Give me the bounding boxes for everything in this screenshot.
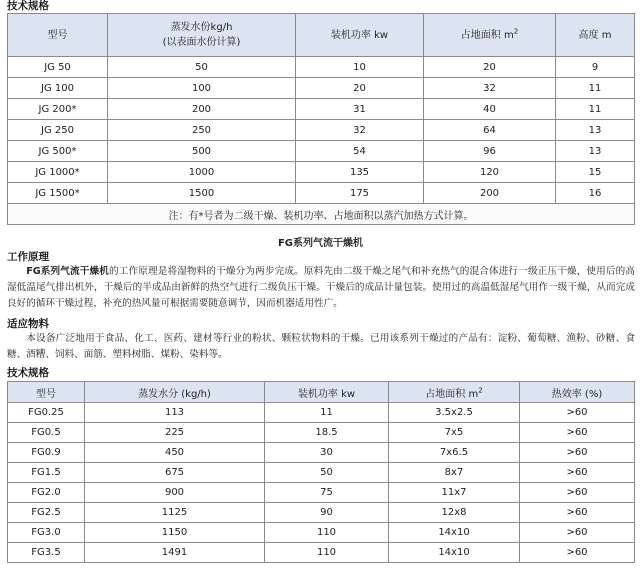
principle-text: 的工作原理是将湿物料的干燥分为两步完成。原料先由二级干燥之尾气和补充热气的混合体进行一级正压干燥，使用后的高湿低温尾气排出机外，干燥后的半成品由新鲜的热空气进行二级负压干燥。干燥后的成品计量包装。使用过的高温低湿尾气用作一级干燥，从而完成良好的循环干燥过程，补充的热风量可根据需要随意调节，因而机器适用性广。 <box>7 266 636 309</box>
cell-height: 15 <box>556 162 635 183</box>
table-row <box>8 463 635 483</box>
cell-model: JG 500* <box>8 141 108 162</box>
principle-paragraph <box>0 264 641 311</box>
cell-area: 64 <box>424 120 556 141</box>
cell-model: JG 100 <box>8 78 108 99</box>
cell-evaporation: 1000 <box>108 162 296 183</box>
cell-model: JG 50 <box>8 57 108 78</box>
cell-model: FG1.5 <box>8 463 85 483</box>
cell-area: 40 <box>424 99 556 120</box>
table-row <box>8 543 635 563</box>
cell-efficiency: >60 <box>520 463 635 483</box>
cell-power: 31 <box>296 99 424 120</box>
table-row <box>8 78 635 99</box>
cell-area: 7x6.5 <box>389 443 520 463</box>
cell-efficiency: >60 <box>520 503 635 523</box>
cell-evaporation: 200 <box>108 99 296 120</box>
cell-area: 14x10 <box>389 543 520 563</box>
cell-area: 96 <box>424 141 556 162</box>
cell-evaporation: 50 <box>108 57 296 78</box>
table-header-row <box>8 14 635 57</box>
cell-model: FG2.5 <box>8 503 85 523</box>
table-row <box>8 183 635 204</box>
cell-efficiency: >60 <box>520 523 635 543</box>
cell-height: 11 <box>556 99 635 120</box>
cell-power: 10 <box>296 57 424 78</box>
cell-evaporation: 1491 <box>85 543 265 563</box>
cell-area: 120 <box>424 162 556 183</box>
col-header-power: 装机功率 kw <box>265 382 389 403</box>
table-note-row <box>8 204 635 225</box>
section2-heading: 技术规格 <box>7 367 49 379</box>
cell-evaporation: 225 <box>85 423 265 443</box>
cell-model: FG2.0 <box>8 483 85 503</box>
table-row <box>8 523 635 543</box>
cell-power: 32 <box>296 120 424 141</box>
cell-height: 13 <box>556 120 635 141</box>
cell-power: 20 <box>296 78 424 99</box>
cell-model: FG0.25 <box>8 403 85 423</box>
cell-area: 8x7 <box>389 463 520 483</box>
cell-efficiency: >60 <box>520 443 635 463</box>
cell-power: 175 <box>296 183 424 204</box>
cell-model: JG 1500* <box>8 183 108 204</box>
cell-area: 11x7 <box>389 483 520 503</box>
cell-height: 16 <box>556 183 635 204</box>
table-row <box>8 99 635 120</box>
cell-area: 32 <box>424 78 556 99</box>
table-row <box>8 141 635 162</box>
materials-paragraph: 本设备广泛地用于食品、化工、医药、建材等行业的粉状、颗粒状物料的干燥。已用该系列干燥过的产品有：淀粉、葡萄糖、渔粉、砂糖、食糖、酒糟、饲料、面筋、塑料树脂、煤粉、染料等。 <box>7 333 635 360</box>
col-header-evaporation: 蒸发水份kg/h (以表面水份计算) <box>108 14 296 57</box>
table-row <box>8 120 635 141</box>
cell-model: FG0.5 <box>8 423 85 443</box>
cell-power: 90 <box>265 503 389 523</box>
jg-spec-table <box>7 13 635 225</box>
cell-model: FG0.9 <box>8 443 85 463</box>
cell-power: 50 <box>265 463 389 483</box>
cell-power: 54 <box>296 141 424 162</box>
cell-power: 18.5 <box>265 423 389 443</box>
cell-efficiency: >60 <box>520 423 635 443</box>
cell-evaporation: 450 <box>85 443 265 463</box>
table-row <box>8 403 635 423</box>
cell-model: JG 200* <box>8 99 108 120</box>
cell-evaporation: 1150 <box>85 523 265 543</box>
cell-evaporation: 500 <box>108 141 296 162</box>
cell-evaporation: 113 <box>85 403 265 423</box>
cell-power: 110 <box>265 523 389 543</box>
cell-power: 135 <box>296 162 424 183</box>
cell-evaporation: 100 <box>108 78 296 99</box>
cell-power: 75 <box>265 483 389 503</box>
cell-evaporation: 1500 <box>108 183 296 204</box>
cell-power: 11 <box>265 403 389 423</box>
cell-evaporation: 900 <box>85 483 265 503</box>
cell-area: 200 <box>424 183 556 204</box>
cell-evaporation: 1125 <box>85 503 265 523</box>
col-header-efficiency: 热效率 (%) <box>520 382 635 403</box>
cell-power: 30 <box>265 443 389 463</box>
table-header-row <box>8 382 635 403</box>
cell-evaporation: 675 <box>85 463 265 483</box>
cell-evaporation: 250 <box>108 120 296 141</box>
table-note: 注：有*号者为二级干燥、装机功率、占地面积以蒸汽加热方式计算。 <box>8 204 635 225</box>
cell-efficiency: >60 <box>520 403 635 423</box>
cell-area: 7x5 <box>389 423 520 443</box>
col-header-area: 占地面积 $m^2$ <box>389 382 520 403</box>
cell-area: 14x10 <box>389 523 520 543</box>
cell-area: 12x8 <box>389 503 520 523</box>
cell-efficiency: >60 <box>520 483 635 503</box>
fg-spec-table <box>7 381 635 563</box>
table-row <box>8 483 635 503</box>
cell-model: JG 1000* <box>8 162 108 183</box>
table-row <box>8 57 635 78</box>
principle-lead: FG系列气流干燥机 <box>26 266 109 277</box>
section1-heading: 技术规格 <box>7 0 49 12</box>
cell-model: JG 250 <box>8 120 108 141</box>
cell-height: 9 <box>556 57 635 78</box>
cell-efficiency: >60 <box>520 543 635 563</box>
cell-area: 3.5x2.5 <box>389 403 520 423</box>
cell-height: 11 <box>556 78 635 99</box>
cell-area: 20 <box>424 57 556 78</box>
col-header-power: 装机功率 kw <box>296 14 424 57</box>
cell-power: 110 <box>265 543 389 563</box>
table-row <box>8 443 635 463</box>
col-header-model: 型号 <box>8 382 85 403</box>
cell-model: FG3.5 <box>8 543 85 563</box>
col-header-height: 高度 m <box>556 14 635 57</box>
col-header-area: 占地面积 $m^2$ <box>424 14 556 57</box>
materials-heading: 适应物料 <box>7 318 49 330</box>
cell-height: 13 <box>556 141 635 162</box>
fg-series-title: FG系列气流干燥机 <box>277 238 364 249</box>
table-row <box>8 503 635 523</box>
table-row <box>8 423 635 443</box>
cell-model: FG3.0 <box>8 523 85 543</box>
table-row <box>8 162 635 183</box>
col-header-model: 型号 <box>8 14 108 57</box>
col-header-evaporation: 蒸发水分 (kg/h) <box>85 382 265 403</box>
principle-heading: 工作原理 <box>7 251 49 263</box>
